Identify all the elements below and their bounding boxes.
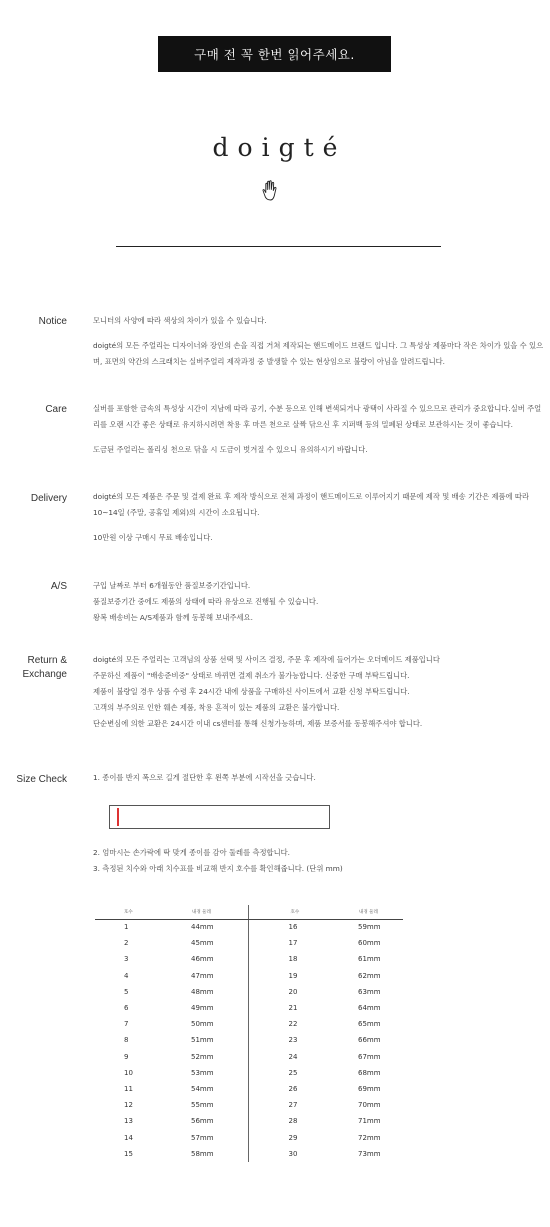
ring-size-mm: 68mm xyxy=(358,1068,381,1077)
ring-size-mm: 50mm xyxy=(191,1020,214,1029)
ring-size-number: 12 xyxy=(124,1101,133,1110)
ring-size-number: 11 xyxy=(124,1084,133,1093)
ring-size-number: 21 xyxy=(248,1000,331,1016)
care-text: 도금된 주얼리는 폴리싱 천으로 닦을 시 도금이 벗겨질 수 있으니 유의하시기 바랍니다. xyxy=(93,445,368,454)
ring-size-mm: 73mm xyxy=(358,1149,381,1158)
ring-size-number: 17 xyxy=(248,935,331,951)
ring-size-number: 30 xyxy=(248,1146,331,1162)
ring-size-number: 7 xyxy=(124,1020,129,1029)
ring-size-number: 20 xyxy=(248,984,331,1000)
ring-size-number: 3 xyxy=(124,955,129,964)
ring-size-mm: 63mm xyxy=(358,987,381,996)
ring-size-mm: 64mm xyxy=(358,1004,381,1013)
ring-size-number: 5 xyxy=(124,987,129,996)
ring-size-mm: 66mm xyxy=(358,1036,381,1045)
table-row xyxy=(95,1000,403,1016)
table-row xyxy=(95,984,403,1000)
return-line: 제품이 불량일 경우 상품 수령 후 24시간 내에 상품을 구매하신 사이트에서 교환 신청 부탁드립니다. xyxy=(93,687,410,696)
size-step-1: 1. 종이를 반지 폭으로 길게 절단한 후 왼쪽 부분에 시작선을 긋습니다. xyxy=(93,773,316,782)
ring-size-mm: 44mm xyxy=(191,923,214,932)
brand-logo: doigté xyxy=(212,133,347,162)
delivery-label: Delivery xyxy=(30,493,67,504)
table-header-row xyxy=(95,905,403,919)
delivery-text: 10만원 이상 구매시 무료 배송입니다. xyxy=(93,533,213,542)
header-divider xyxy=(116,246,441,247)
table-row xyxy=(95,935,403,951)
paper-strip-illustration xyxy=(109,805,330,829)
size-step-3: 3. 측정된 치수와 아래 치수표를 비교해 반지 호수를 확인해줍니다. (단위 mm) xyxy=(93,864,343,873)
start-line-mark xyxy=(117,808,119,826)
table-row xyxy=(95,1113,403,1129)
return-line: doigté의 모든 주얼리는 고객님의 상품 선택 및 사이즈 결정, 주문 후 제작에 들어가는 오더메이드 제품입니다 xyxy=(93,655,440,664)
ring-size-table xyxy=(95,905,403,1162)
size-steps xyxy=(93,845,545,877)
ring-size-mm: 62mm xyxy=(358,971,381,980)
ring-size-mm: 52mm xyxy=(191,1052,214,1061)
notice-body xyxy=(93,313,545,370)
return-line: 주문하신 제품이 "배송준비중" 상태로 바뀌면 결제 취소가 불가능합니다. 신중한 구매 부탁드립니다. xyxy=(93,671,410,680)
ring-size-number: 27 xyxy=(248,1097,331,1113)
as-line: 품질보증기간 중에도 제품의 상태에 따라 유상으로 진행될 수 있습니다. xyxy=(93,597,319,606)
as-line: 구입 날짜로 부터 6개월동안 품질보증기간입니다. xyxy=(93,581,251,590)
table-row xyxy=(95,1032,403,1048)
table-row xyxy=(95,968,403,984)
ring-size-number: 14 xyxy=(124,1133,133,1142)
ring-size-number: 2 xyxy=(124,939,129,948)
notice-text: doigté의 모든 주얼리는 디자이너와 장인의 손을 직접 거쳐 제작되는 핸드메이드 브랜드 입니다. 그 특성상 제품마다 작은 차이가 있을 수 있으며, 표면의 약간의 스크래치는 실버주얼리 제작과정 중 발생할 수 있는 현상임으로 불량이 아님을 알려드립니다. xyxy=(93,341,544,366)
notice-text: 모니터의 사양에 따라 색상의 차이가 있을 수 있습니다. xyxy=(93,316,267,325)
ring-size-mm: 53mm xyxy=(191,1068,214,1077)
size-step-2: 2. 엄마시는 손가락에 딱 맞게 종이를 감아 둘레를 측정합니다. xyxy=(93,848,291,857)
ring-size-number: 25 xyxy=(248,1065,331,1081)
return-line: 단순변심에 의한 교환은 24시간 이내 cs센터를 통해 신청가능하며, 제품 보증서를 동봉해주셔야 합니다. xyxy=(93,719,423,728)
return-label-line: Return & xyxy=(27,655,67,666)
ring-size-mm: 48mm xyxy=(191,987,214,996)
ring-size-number: 24 xyxy=(248,1049,331,1065)
ring-size-mm: 70mm xyxy=(358,1101,381,1110)
ring-size-number: 9 xyxy=(124,1052,129,1061)
ring-size-number: 13 xyxy=(124,1117,133,1126)
hand-icon xyxy=(262,180,279,201)
ring-size-mm: 69mm xyxy=(358,1084,381,1093)
table-row xyxy=(95,1081,403,1097)
ring-size-mm: 47mm xyxy=(191,971,214,980)
notice-label: Notice xyxy=(38,316,67,327)
delivery-body xyxy=(93,489,545,546)
table-header: 호수 xyxy=(248,905,331,919)
table-header: 내경 둘레 xyxy=(166,905,248,919)
ring-size-number: 18 xyxy=(248,951,331,967)
ring-size-mm: 71mm xyxy=(358,1117,381,1126)
as-line: 왕복 배송비는 A/S제품과 함께 동봉해 보내주세요. xyxy=(93,613,253,622)
return-line: 고객의 부주의로 인한 훼손 제품, 착용 흔적이 있는 제품의 교환은 불가합니다. xyxy=(93,703,340,712)
ring-size-mm: 65mm xyxy=(358,1020,381,1029)
ring-size-mm: 49mm xyxy=(191,1004,214,1013)
ring-size-number: 15 xyxy=(124,1149,133,1158)
table-row xyxy=(95,1065,403,1081)
ring-size-mm: 56mm xyxy=(191,1117,214,1126)
table-header: 내경 둘레 xyxy=(331,905,403,919)
ring-size-mm: 72mm xyxy=(358,1133,381,1142)
size-check-label: Size Check xyxy=(16,774,67,785)
care-label: Care xyxy=(45,404,67,415)
ring-size-mm: 61mm xyxy=(358,955,381,964)
ring-size-mm: 57mm xyxy=(191,1133,214,1142)
return-body xyxy=(93,652,545,732)
ring-size-number: 28 xyxy=(248,1113,331,1129)
care-text: 실버를 포함한 금속의 특성상 시간이 지남에 따라 공기, 수분 등으로 인해 변색되거나 광택이 사라질 수 있으므로 관리가 중요합니다.실버 주얼리를 오랜 시간 좋은 상태로 유지하시려면 착용 후 마른 천으로 살짝 닦으신 후 지퍼백 등의 밀폐된 상태로 보관하시는 것이 좋습니다. xyxy=(93,404,542,429)
ring-size-mm: 60mm xyxy=(358,939,381,948)
table-header: 호수 xyxy=(95,905,166,919)
table-row xyxy=(95,1097,403,1113)
ring-size-mm: 58mm xyxy=(191,1149,214,1158)
ring-size-mm: 54mm xyxy=(191,1084,214,1093)
return-label-line: Exchange xyxy=(22,669,67,680)
table-row xyxy=(95,1049,403,1065)
ring-size-mm: 67mm xyxy=(358,1052,381,1061)
ring-size-number: 29 xyxy=(248,1129,331,1145)
ring-size-number: 8 xyxy=(124,1036,129,1045)
ring-size-mm: 45mm xyxy=(191,939,214,948)
table-row xyxy=(95,951,403,967)
ring-size-mm: 55mm xyxy=(191,1101,214,1110)
ring-size-number: 10 xyxy=(124,1068,133,1077)
care-body xyxy=(93,401,545,458)
ring-size-number: 16 xyxy=(248,919,331,935)
ring-size-mm: 59mm xyxy=(358,923,381,932)
as-body xyxy=(93,578,545,626)
table-row xyxy=(95,1146,403,1162)
return-label xyxy=(0,654,67,682)
ring-size-number: 4 xyxy=(124,971,129,980)
ring-size-number: 1 xyxy=(124,923,129,932)
delivery-text: doigté의 모든 제품은 주문 및 결제 완료 후 제작 방식으로 전체 과정이 핸드메이드로 이루어지기 때문에 제작 및 배송 기간은 제품에 따라 10~14일 (주말, 공휴일 제외)의 시간이 소요됩니다. xyxy=(93,492,530,517)
ring-size-number: 19 xyxy=(248,968,331,984)
ring-size-number: 26 xyxy=(248,1081,331,1097)
ring-size-number: 23 xyxy=(248,1032,331,1048)
table-row xyxy=(95,919,403,935)
ring-size-mm: 46mm xyxy=(191,955,214,964)
ring-size-number: 6 xyxy=(124,1004,129,1013)
table-row xyxy=(95,1016,403,1032)
table-row xyxy=(95,1129,403,1145)
ring-size-mm: 51mm xyxy=(191,1036,214,1045)
as-label: A/S xyxy=(50,581,67,592)
notice-banner: 구매 전 꼭 한번 읽어주세요. xyxy=(158,36,391,72)
ring-size-number: 22 xyxy=(248,1016,331,1032)
